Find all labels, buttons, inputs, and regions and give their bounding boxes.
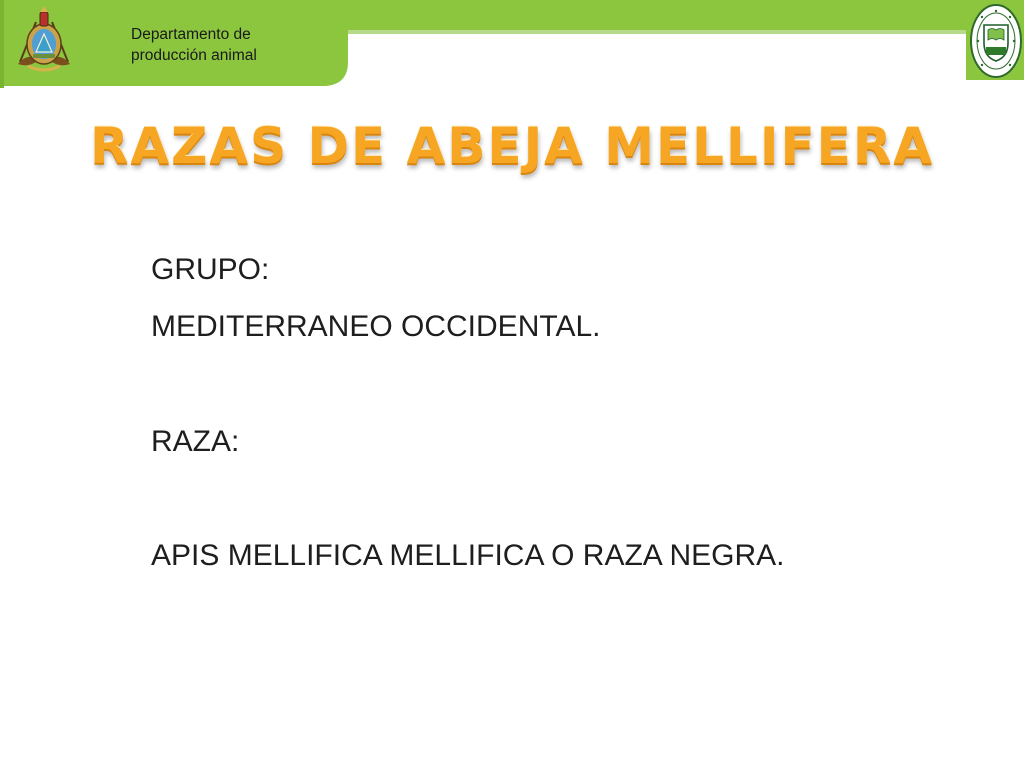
- body-line-group-value: MEDITERRANEO OCCIDENTAL.: [151, 310, 601, 343]
- body-line-breed-label: RAZA:: [151, 425, 240, 458]
- department-label: [131, 24, 331, 66]
- department-label-line1: Departamento de: [131, 26, 251, 43]
- body-line-group-label: GRUPO:: [151, 253, 270, 286]
- department-label-line2: producción animal: [131, 47, 257, 64]
- university-seal-icon: [970, 3, 1022, 79]
- body-line-breed-value: APIS MELLIFICA MELLIFICA O RAZA NEGRA.: [151, 539, 785, 572]
- coat-of-arms-icon: [14, 4, 74, 76]
- slide-title: RAZAS DE ABEJA MELLIFERA: [89, 117, 935, 175]
